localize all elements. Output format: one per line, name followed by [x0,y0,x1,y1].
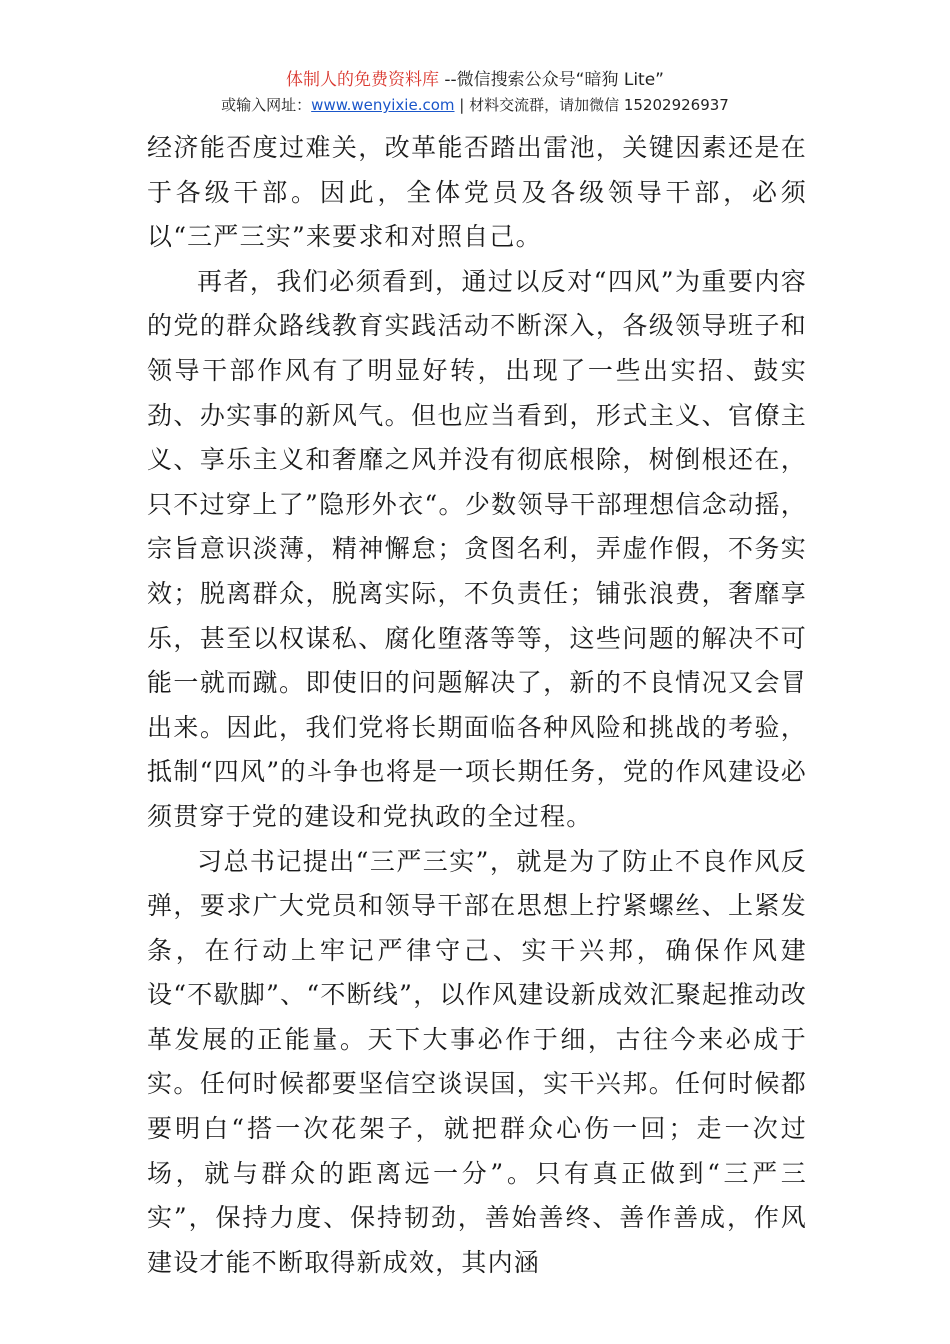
contact-suffix: | 材料交流群，请加微信 15202926937 [454,96,729,114]
url-prefix: 或输入网址： [221,96,312,114]
brand-name: 体制人的免费资料库 [285,70,439,90]
wechat-tagline: --微信搜索公众号“暗狗 Lite” [438,70,664,90]
paragraph: 习总书记提出“三严三实”，就是为了防止不良作风反弹，要求广大党员和领导干部在思想上拧紧螺丝、上紧发条，在行动上牢记严律守己、实干兴邦，确保作风建设“不歇脚”、“不断线”，以作风建设新成效汇聚起推动改革发展的正能量。天下大事必作于细，古往今来必成于实。任何时候都要坚信空谈误国，实干兴邦。任何时候都要明白“搭一次花架子，就把群众心伤一回；走一次过场，就与群众的距离远一分”。只有真正做到“三严三实”，保持力度、保持韧劲，善始善终、善作善成，作风建设才能不断取得新成效，其内涵 [147,846,807,1277]
page-header [0,68,950,116]
paragraph-continued: 经济能否度过难关，改革能否踏出雷池，关键因素还是在于各级干部。因此，全体党员及各级领导干部，必须以“三严三实”来要求和对照自己。 [147,133,807,252]
header-title-line [0,68,950,92]
paragraph: 再者，我们必须看到，通过以反对“四风”为重要内容的党的群众路线教育实践活动不断深入，各级领导班子和领导干部作风有了明显好转，出现了一些出实招、鼓实劲、办实事的新风气。但也应当看到，形式主义、官僚主义、享乐主义和奢靡之风并没有彻底根除，树倒根还在，只不过穿上了”隐形外衣“。少数领导干部理想信念动摇，宗旨意识淡薄，精神懈怠；贪图名利，弄虚作假，不务实效；脱离群众，脱离实际，不负责任；铺张浪费，奢靡享乐，甚至以权谋私、腐化堕落等等，这些问题的解决不可能一就而蹴。即使旧的问题解决了，新的不良情况又会冒出来。因此，我们党将长期面临各种风险和挑战的考验，抵制“四风”的斗争也将是一项长期任务，党的作风建设必须贯穿于党的建设和党执政的全过程。 [147,266,807,831]
header-contact-line [0,94,950,116]
website-link[interactable]: www.wenyixie.com [311,96,455,114]
document-body [147,126,807,1285]
